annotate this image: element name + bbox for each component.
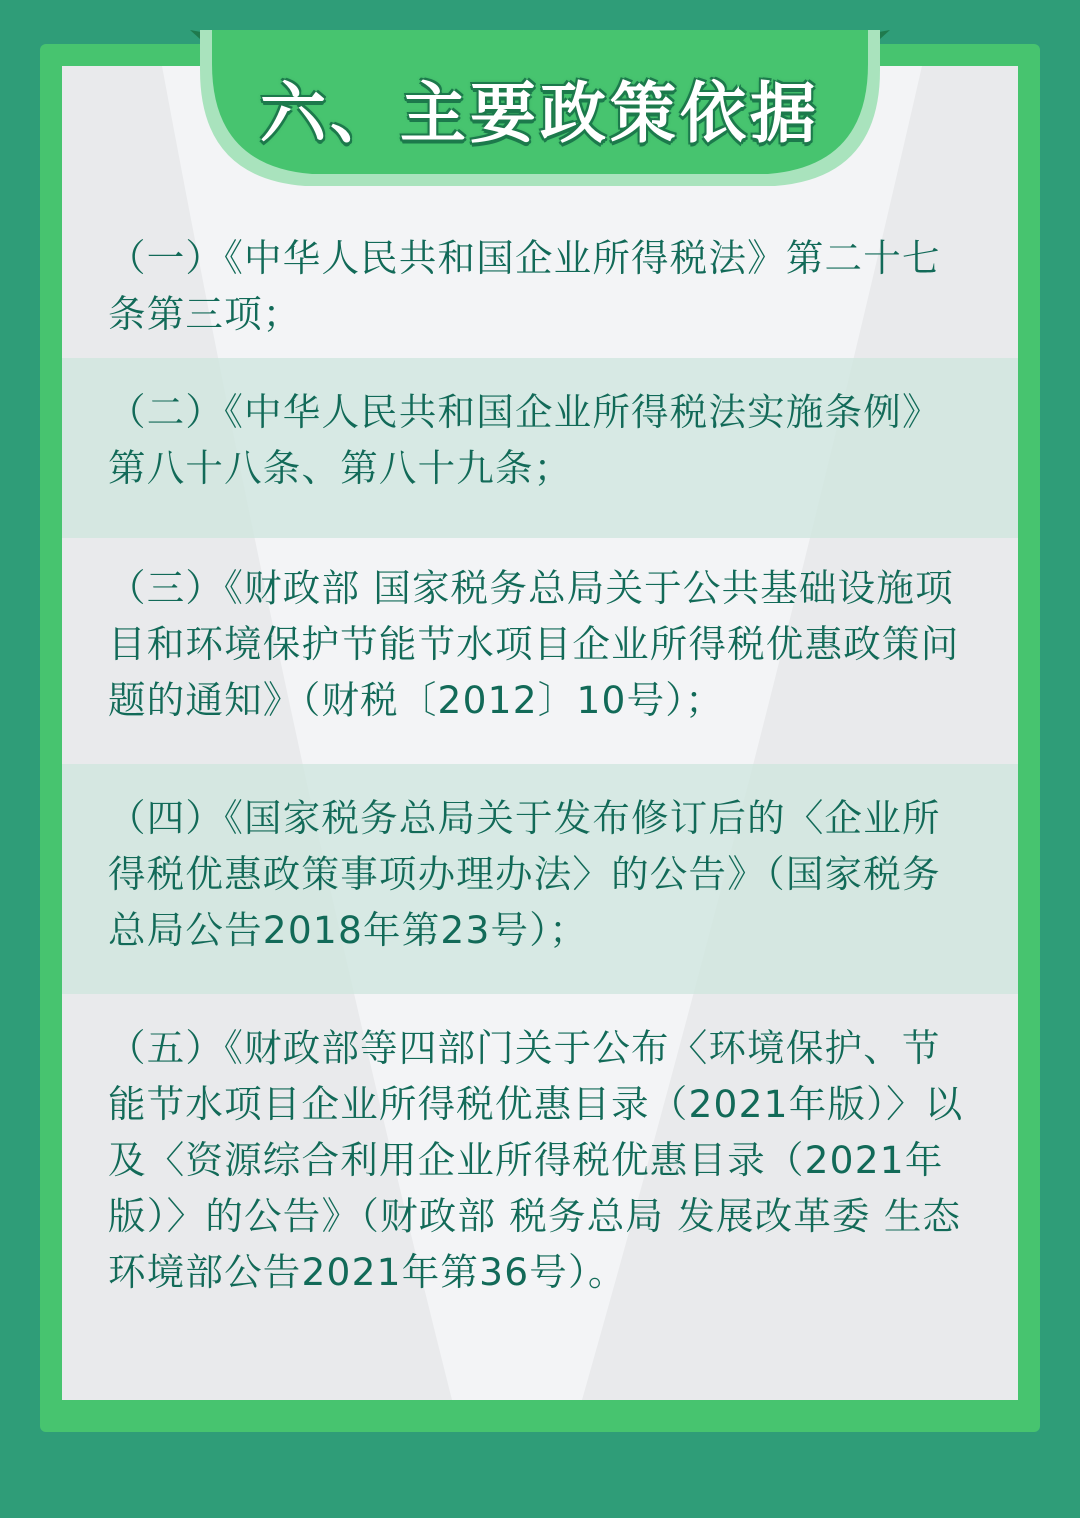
policy-text: （三）《财政部 国家税务总局关于公共基础设施项目和环境保护节能节水项目企业所得税优惠政策问题的通知》（财税〔2012〕10号）； bbox=[108, 566, 960, 722]
policy-item-1 bbox=[62, 216, 1018, 358]
policy-text: （五）《财政部等四部门关于公布〈环境保护、节能节水项目企业所得税优惠目录（2021年版）〉以及〈资源综合利用企业所得税优惠目录（2021年版）〉的公告》（财政部 税务总局 发展改革委 生态环境部公告2021年第36号）。 bbox=[108, 1026, 964, 1294]
policy-item-4 bbox=[62, 764, 1018, 994]
policy-text: （四）《国家税务总局关于发布修订后的〈企业所得税优惠政策事项办理办法〉的公告》（国家税务总局公告2018年第23号）； bbox=[108, 796, 941, 952]
policy-item-3 bbox=[62, 538, 1018, 764]
policy-item-2 bbox=[62, 358, 1018, 538]
page-title: 六、主要政策依据 bbox=[260, 74, 820, 152]
policy-text: （一）《中华人民共和国企业所得税法》第二十七条第三项； bbox=[108, 236, 941, 336]
policy-text: （二）《中华人民共和国企业所得税法实施条例》第八十八条、第八十九条； bbox=[108, 390, 941, 490]
policy-item-5 bbox=[62, 994, 1018, 1354]
content-panel bbox=[62, 66, 1018, 1400]
